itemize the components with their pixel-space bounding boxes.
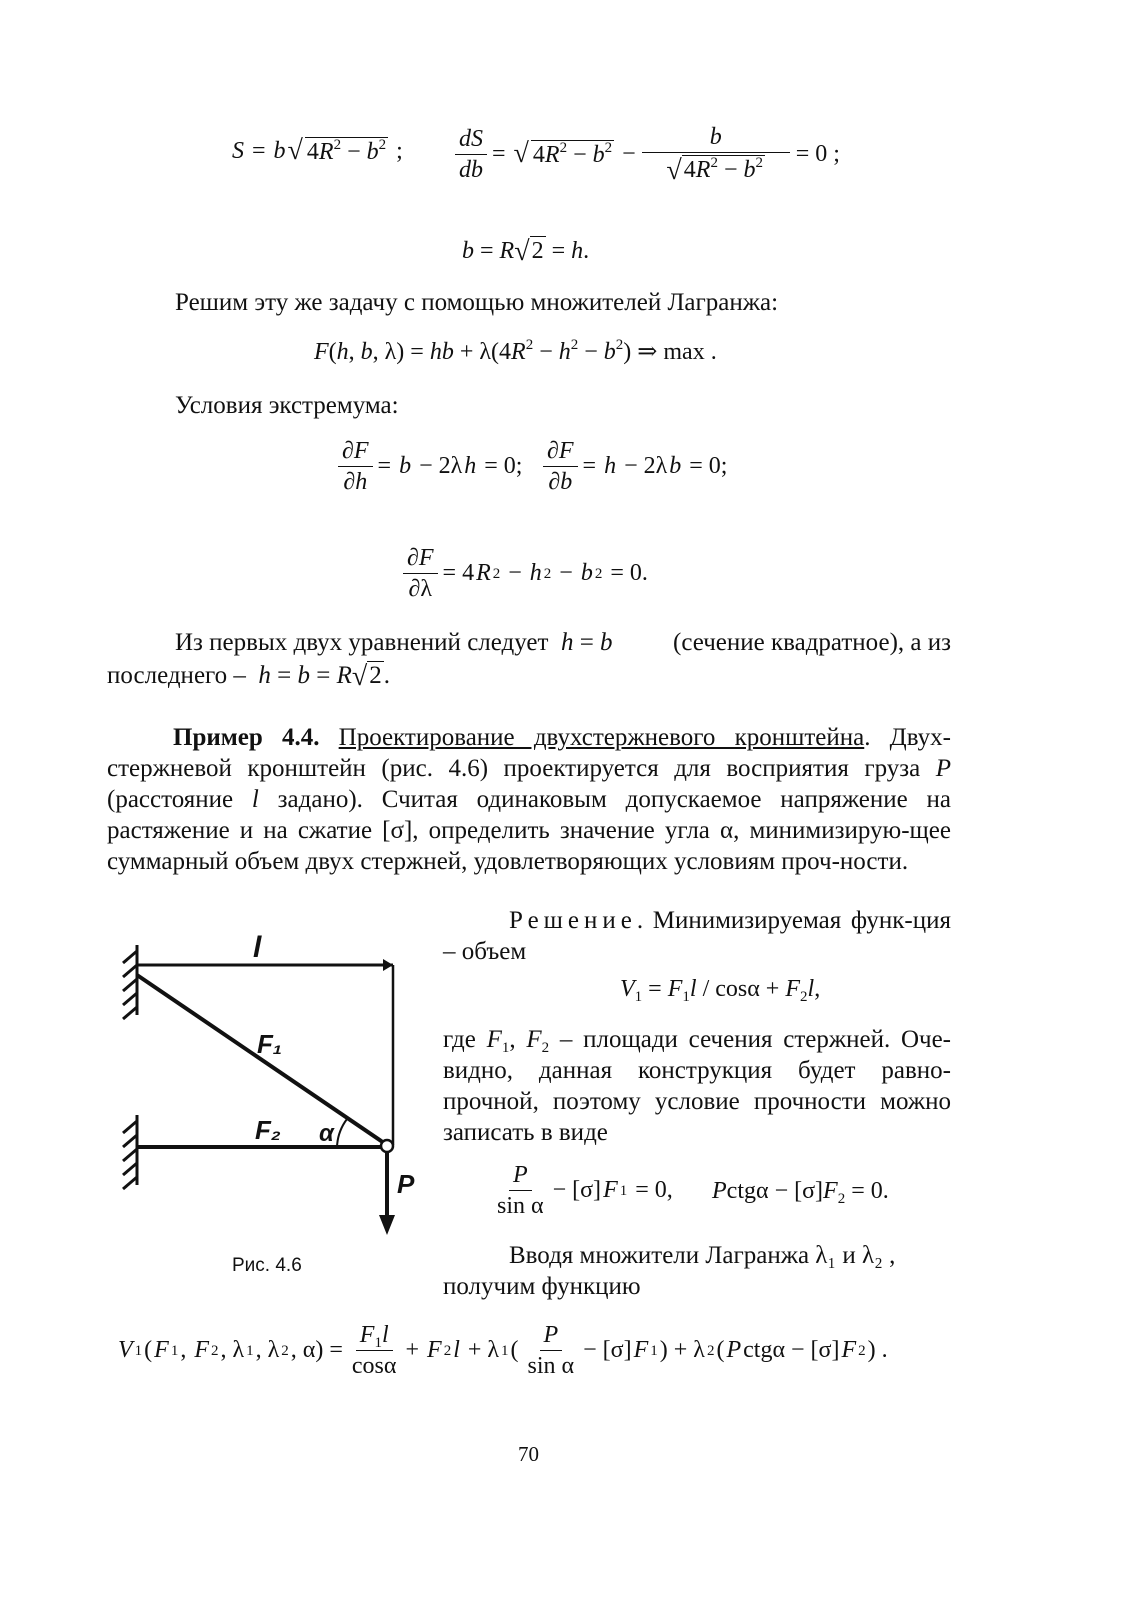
- partial-dh: $\frac{\partial F}{\partial h}$ = b − 2λ h = 0;: [335, 438, 522, 495]
- strength-equation-2: Pctgα − $[\sigma]F_2 = 0$.: [712, 1178, 889, 1207]
- label-alpha: α: [319, 1120, 334, 1147]
- solution-paragraph-1: Решение. Минимизируемая функ-ция – объем: [443, 907, 951, 965]
- partial-dlambda: $\frac{\partial F}{\partial\lambda}$ = 4 R 2 − h 2 − b 2 = 0.: [400, 545, 648, 602]
- partial-db: $\frac{\partial F}{\partial b}$ = h − 2λ b = 0;: [540, 438, 727, 495]
- solution-paragraph-2: где $F_1$, $F_2$ – площади сечения стержней. Оче-видно, данная конструкция будет равно-прочной, поэтому условие прочности можно записать в виде: [443, 1026, 952, 1146]
- figure-bracket: [115, 935, 435, 1245]
- lagrange-intro: Решим эту же задачу с помощью множителей Лагранжа:: [175, 289, 779, 316]
- volume-equation: $V_1 = F_1l / \cos\alpha + F_2l$,: [620, 976, 821, 1005]
- strength-equation-1: $\frac{P}{\text{sin α}}$ − [σ] F 1 = 0,: [497, 1162, 673, 1219]
- solution-label: Решение: [509, 907, 637, 934]
- label-p: P: [397, 1169, 415, 1199]
- equation-ds-db: $\frac{dS}{db}$ = √ $4R^2 - b^2$ − $\frac{b}{√4R^2 - b^2}$ = 0 ;: [452, 124, 840, 184]
- label-f2: F₂: [255, 1115, 281, 1145]
- joint-node: [381, 1140, 393, 1152]
- lower-wall-support: [123, 1115, 137, 1189]
- label-l: l: [253, 935, 262, 964]
- upper-wall-support: [123, 945, 137, 1019]
- lagrange-function: F(h, b, λ) = hb + $\lambda(4R^2 - h^2 - b^2)$ ⇒ max .: [314, 337, 717, 365]
- equation-s-definition: S = b √ $4R^2 - b^2$ ;: [232, 135, 403, 166]
- label-f1: F₁: [257, 1029, 283, 1059]
- final-lagrange-equation: V 1 ( F 1 , F 2 , λ 1 , λ 2 , α) = $\frac{F_1l}{\cos\alpha}$ + F 2 l + λ 1 ( $\frac{P}{\text{sin α}}$ − [σ] F 1 ) + λ 2 ( P ctgα − [σ] F 2 ) .: [118, 1322, 888, 1379]
- conclusion-paragraph: Из первых двух уравнений следует h = b (сечение квадратное), а из последнего – h = b = R√2.: [107, 629, 951, 692]
- equation-b-result: b = R√2 = h.: [462, 236, 590, 267]
- figure-caption: Рис. 4.6: [232, 1255, 302, 1276]
- example-title: Проектирование двухстержневого кронштейна: [338, 724, 865, 751]
- example-paragraph: Пример 4.4. Проектирование двухстержневого кронштейна. Двух-стержневой кронштейн (рис. 4.6) проектируется для восприятия груза P (расстояние l задано). Считая одинаковым допускаемое напряжение на растяжение и на сжатие [σ], определить значение угла α, минимизирую-щее суммарный объем двух стержней, удовлетворяющих условиям проч-ности.: [107, 724, 952, 875]
- solution-paragraph-3: Вводя множители Лагранжа λ₁ и λ₂ , получим функцию: [443, 1242, 896, 1300]
- page-number: 70: [518, 1442, 539, 1466]
- example-label: Пример 4.4.: [173, 724, 320, 751]
- extremum-heading: Условия экстремума:: [175, 392, 399, 419]
